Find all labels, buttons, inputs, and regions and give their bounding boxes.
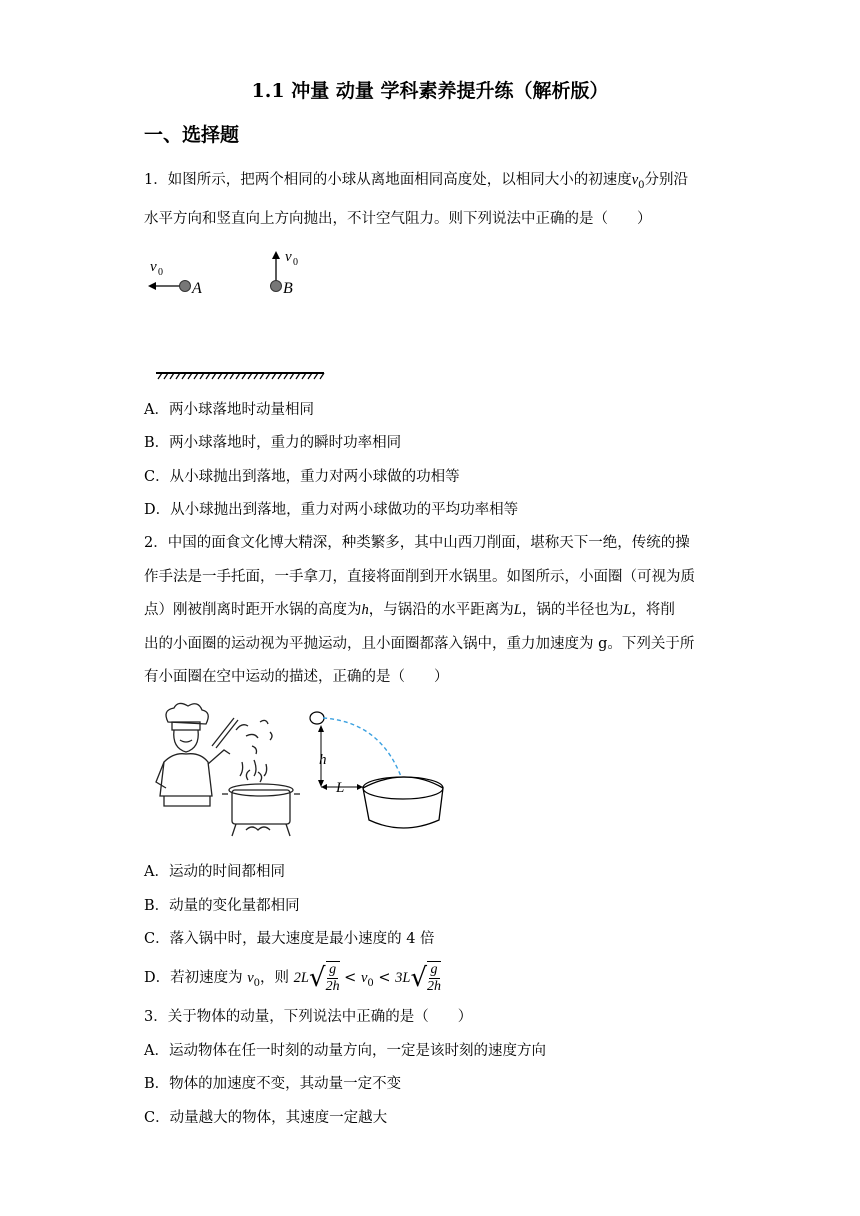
q2-option-b: B．动量的变化量都相同 bbox=[144, 898, 300, 914]
q1-label-vA: v bbox=[150, 259, 157, 275]
q3-option-c: C．动量越大的物体，其速度一定越大 bbox=[144, 1110, 388, 1126]
q1-label-vB: v bbox=[285, 249, 292, 265]
q1-figure bbox=[140, 245, 340, 385]
q1-option-d: D．从小球抛出到落地，重力对两小球做功的平均功率相等 bbox=[144, 502, 519, 518]
q2-stem-line2: 作手法是一手托面，一手拿刀，直接将面削到开水锅里。如图所示，小面圈（可视为质 bbox=[144, 569, 695, 585]
q1-stem-line2: 水平方向和竖直向上方向抛出，不计空气阻力。则下列说法中正确的是（ ） bbox=[144, 211, 652, 227]
q1-label-B: B bbox=[283, 280, 293, 297]
q2-option-a: A．运动的时间都相同 bbox=[144, 864, 285, 880]
q1-ball-B bbox=[271, 281, 282, 292]
q2-option-c: C．落入锅中时，最大速度是最小速度的 4 倍 bbox=[144, 931, 435, 947]
q3-option-a: A．运动物体在任一时刻的动量方向，一定是该时刻的速度方向 bbox=[144, 1043, 546, 1059]
q2-chef-illustration bbox=[150, 702, 300, 842]
page-title: 1.1 冲量 动量 学科素养提升练（解析版） bbox=[251, 80, 609, 102]
q2-stem-line1: 2．中国的面食文化博大精深，种类繁多，其中山西刀削面，堪称天下一绝，传统的操 bbox=[144, 535, 690, 551]
q1-option-c: C．从小球抛出到落地，重力对两小球做的功相等 bbox=[144, 469, 460, 485]
sqrt-2: √ $\frac{g}{2h}$ bbox=[410, 962, 442, 994]
q3-option-b: B．物体的加速度不变，其动量一定不变 bbox=[144, 1076, 402, 1092]
q1-label-A: A bbox=[192, 280, 202, 297]
svg-text:0: 0 bbox=[293, 257, 298, 268]
q2-option-d: D．若初速度为 $v_0$，则 2L√ $\frac{g}{2h}$ < $v_0 < 3L√$ $\frac{g}{2h}$ bbox=[144, 958, 441, 1004]
q2-stem-line3: 点）刚被削离时距开水锅的高度为h，与锅沿的水平距离为L，锅的半径也为L，将削 bbox=[144, 602, 675, 618]
q1-ball-A bbox=[180, 281, 191, 292]
section-heading: 一、选择题 bbox=[144, 124, 240, 146]
q1-option-b: B．两小球落地时，重力的瞬时功率相同 bbox=[144, 435, 402, 451]
sqrt-1: √ $\frac{g}{2h}$ bbox=[308, 962, 340, 994]
svg-text:0: 0 bbox=[158, 267, 163, 278]
label-h: h bbox=[319, 752, 327, 768]
label-L1: L bbox=[336, 780, 345, 796]
q2-stem-line4: 出的小面圈的运动视为平抛运动，且小面圈都落入锅中，重力加速度为 g。下列关于所 bbox=[144, 636, 695, 652]
q1-option-a: A．两小球落地时动量相同 bbox=[144, 402, 314, 418]
q2-diagram bbox=[305, 708, 455, 838]
q2-stem-line5: 有小面圈在空中运动的描述，正确的是（ ） bbox=[144, 669, 449, 685]
pot bbox=[363, 777, 443, 828]
dough-ring bbox=[310, 712, 324, 724]
q3-stem: 3．关于物体的动量，下列说法中正确的是（ ） bbox=[144, 1009, 473, 1025]
q1-stem-line1: 1．如图所示，把两个相同的小球从离地面相同高度处，以相同大小的初速度$v_0$分别沿 bbox=[144, 172, 689, 191]
